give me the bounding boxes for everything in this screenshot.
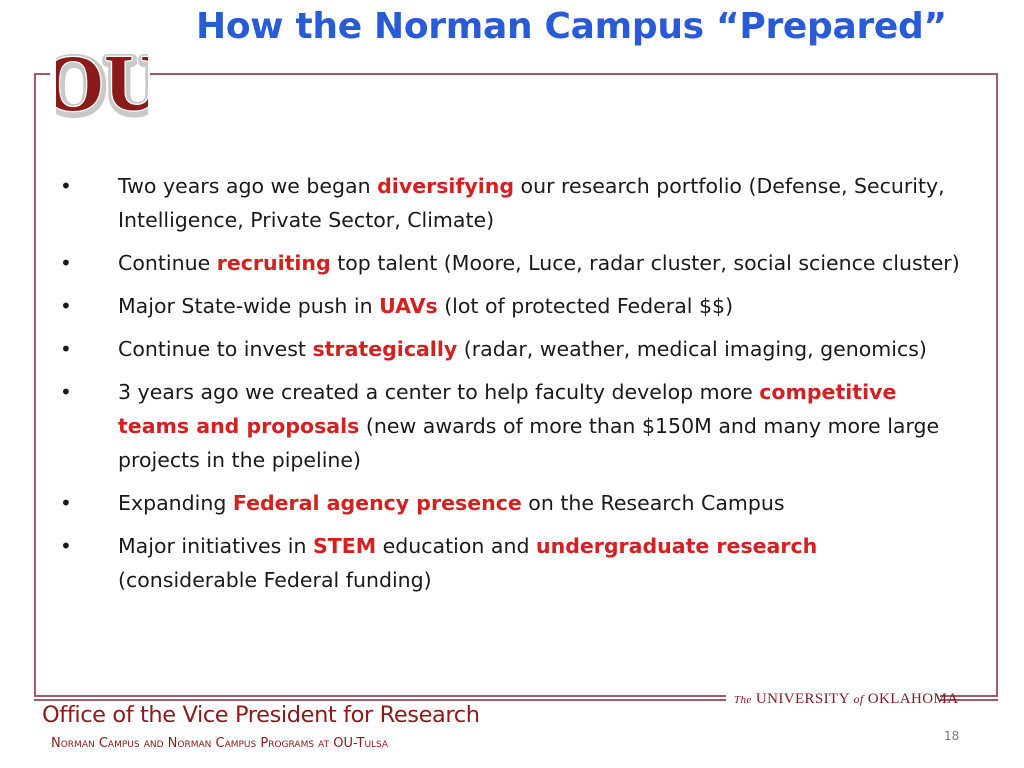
bullet-text: Major State-wide push in bbox=[118, 294, 380, 318]
bullet-text: education and bbox=[376, 534, 536, 558]
bullet-highlight-text: recruiting bbox=[216, 251, 331, 275]
bullet-item bbox=[60, 375, 962, 477]
bullet-marker: • bbox=[60, 337, 72, 361]
ou-logo-fill: OU bbox=[56, 40, 148, 128]
bullet-marker: • bbox=[60, 380, 72, 404]
bullet-highlight-text: UAVs bbox=[379, 294, 438, 318]
bullet-marker: • bbox=[60, 491, 72, 515]
bullet-text: Continue to invest bbox=[118, 337, 313, 361]
office-subtitle: Norman Campus and Norman Campus Programs at OU-Tulsa bbox=[51, 736, 389, 751]
bullet-text: Expanding bbox=[118, 491, 233, 515]
bullet-item bbox=[60, 486, 962, 520]
bullet-text: Continue bbox=[118, 251, 217, 275]
bullet-highlight-text: Federal agency presence bbox=[232, 491, 522, 515]
bullet-highlight-text: undergraduate research bbox=[536, 534, 818, 558]
university-wordmark bbox=[734, 691, 958, 708]
ou-logo-graphic bbox=[56, 20, 148, 130]
university-main: UNIVERSITY bbox=[755, 691, 850, 707]
bullet-marker: • bbox=[60, 294, 72, 318]
bullet-marker: • bbox=[60, 251, 72, 275]
bullet-text: (radar, weather, medical imaging, genomics) bbox=[457, 337, 927, 361]
bullet-text: Two years ago we began bbox=[118, 174, 378, 198]
ou-logo-icon bbox=[56, 20, 148, 130]
bullet-list bbox=[60, 169, 962, 606]
bullet-item bbox=[60, 169, 962, 237]
university-prefix: The bbox=[734, 694, 752, 706]
bullet-text: (considerable Federal funding) bbox=[118, 568, 432, 592]
bullet-item bbox=[60, 289, 962, 323]
bullet-item bbox=[60, 246, 962, 280]
bullet-text: Major initiatives in bbox=[118, 534, 313, 558]
bullet-item bbox=[60, 529, 962, 597]
university-of: of bbox=[853, 692, 864, 706]
bullet-highlight-text: diversifying bbox=[377, 174, 515, 198]
slide-title: How the Norman Campus “Prepared” bbox=[196, 6, 947, 47]
bullet-item bbox=[60, 332, 962, 366]
office-title: Office of the Vice President for Research bbox=[42, 702, 480, 728]
bullet-text: (new awards of more than $150M and many more large projects in the pipeline) bbox=[118, 414, 940, 472]
bullet-marker: • bbox=[60, 174, 72, 198]
bullet-text: our research portfolio (Defense, Security, Intelligence, Private Sector, Climate) bbox=[118, 174, 945, 232]
page-number: 18 bbox=[944, 729, 960, 743]
bullet-highlight-text: competitive teams and proposals bbox=[118, 380, 897, 438]
university-state: OKLAHOMA bbox=[867, 691, 959, 707]
bullet-text: top talent (Moore, Luce, radar cluster, social science cluster) bbox=[330, 251, 960, 275]
bullet-text: 3 years ago we created a center to help faculty develop more bbox=[118, 380, 760, 404]
bullet-highlight-text: strategically bbox=[312, 337, 458, 361]
bullet-marker: • bbox=[60, 534, 72, 558]
bullet-text: (lot of protected Federal $$) bbox=[437, 294, 734, 318]
bullet-text: on the Research Campus bbox=[521, 491, 785, 515]
bullet-highlight-text: STEM bbox=[313, 534, 377, 558]
ou-logo-shadow: OU bbox=[56, 42, 148, 130]
